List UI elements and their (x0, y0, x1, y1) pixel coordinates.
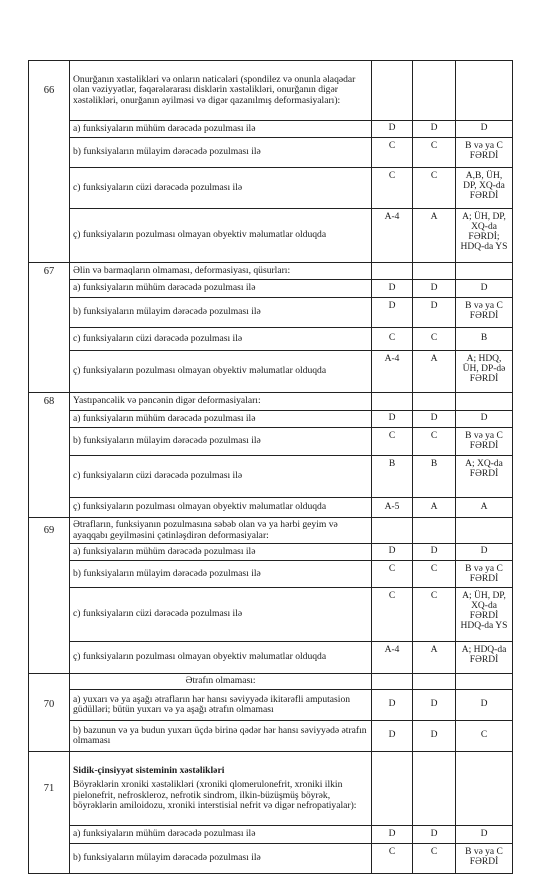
section-heading: Sidik-çinsiyyət sisteminin xəstəlikləri (73, 765, 225, 777)
category-col1: D (372, 826, 413, 844)
criterion-text: a) funksiyaların mühüm dərəcədə pozulması ilə (70, 411, 372, 428)
category-col1: C (372, 588, 413, 642)
number-spacer (29, 428, 70, 456)
number-spacer (29, 298, 70, 328)
category-col1: A-4 (372, 642, 413, 674)
empty-cell (372, 674, 413, 690)
number-spacer (29, 138, 70, 168)
table-row-71 (29, 752, 513, 826)
category-col2: D (413, 121, 456, 138)
category-col2: D (413, 721, 456, 752)
criterion-text: b) funksiyaların mülayim dərəcədə pozulması ilə (70, 298, 372, 328)
criterion-text: ç) funksiyaların pozulması olmayan obyektiv məlumatlar olduqda (70, 209, 372, 263)
table-row-67c (29, 328, 513, 351)
criterion-text: c) funksiyaların cüzi dərəcədə pozulması ilə (70, 456, 372, 498)
table-row-66c (29, 168, 513, 209)
empty-cell (413, 263, 456, 280)
table-row-68d (29, 498, 513, 518)
category-col1: A-5 (372, 498, 413, 518)
category-col3: A (456, 498, 513, 518)
category-col1: D (372, 690, 413, 721)
category-col2: D (413, 826, 456, 844)
empty-cell (413, 393, 456, 411)
table-row-68b (29, 428, 513, 456)
category-col3: B (456, 328, 513, 351)
number-spacer (29, 588, 70, 642)
table-row-67b (29, 298, 513, 328)
category-col3: B və ya C FƏRDİ (456, 844, 513, 874)
category-col1: A-4 (372, 351, 413, 393)
category-col2: C (413, 328, 456, 351)
category-col2: C (413, 168, 456, 209)
category-col1: C (372, 428, 413, 456)
category-col2: C (413, 844, 456, 874)
row-number: 70 (29, 690, 70, 721)
category-col2: C (413, 428, 456, 456)
category-col1: A-4 (372, 209, 413, 263)
number-spacer (29, 674, 70, 690)
table-row-66d (29, 209, 513, 263)
section-heading: Əlin və barmaqların olmaması, deformasiyası, qüsurları: (70, 263, 372, 280)
number-spacer (29, 351, 70, 393)
row-number: 68 (29, 393, 70, 411)
criterion-text: c) funksiyaların cüzi dərəcədə pozulması ilə (70, 328, 372, 351)
table-row-67 (29, 263, 513, 280)
empty-cell (372, 61, 413, 121)
table-row-69c (29, 588, 513, 642)
table-row-70 (29, 690, 513, 721)
number-spacer (29, 844, 70, 874)
section-heading: Ətrafların, funksiyanın pozulmasına səbəb olan və ya hərbi geyim və ayaqqabı geyilməsini çətinləşdirən deformasiyalar: (70, 518, 372, 544)
criterion-text: b) funksiyaların mülayim dərəcədə pozulması ilə (70, 561, 372, 588)
row-number: 71 (29, 752, 70, 826)
category-col1: B (372, 456, 413, 498)
category-col3: D (456, 121, 513, 138)
category-col3: A,B, ÜH, DP, XQ-da FƏRDİ (456, 168, 513, 209)
table-row-68c (29, 456, 513, 498)
category-col1: C (372, 844, 413, 874)
category-col2: A (413, 498, 456, 518)
table-row-71b (29, 844, 513, 874)
table-row-71a (29, 826, 513, 844)
category-col3: D (456, 690, 513, 721)
category-col1: D (372, 721, 413, 752)
category-col2: D (413, 280, 456, 298)
table-row-69d (29, 642, 513, 674)
section-heading: Onurğanın xəstəlikləri və onların nəticələri (spondilez və onunla əlaqədar olan vəziyyətlər, fəqərələrarası disklərin xəstəlikləri, onurğanın digər xəstəlikləri, onurğanın əyilməsi və digər qazanılmış deformasiyaları): (70, 61, 372, 121)
table-row-69a (29, 544, 513, 561)
section-description: Böyrəklərin xroniki xəstəlikləri (xroniki qlomerulonefrit, xroniki ilkin pielonefrit, nefroskleroz, nefrotik sindrom, ilkin-büzüşmüş böyrək, böyrəklərin amiloidozu, xroniki interstisial nefrit və digər nefropatiyalar): (73, 779, 357, 811)
row-number: 69 (29, 518, 70, 544)
category-col1: D (372, 298, 413, 328)
section-block (70, 752, 372, 826)
empty-cell (456, 393, 513, 411)
criterion-text: b) funksiyaların mülayim dərəcədə pozulması ilə (70, 844, 372, 874)
row-number: 67 (29, 263, 70, 280)
empty-cell (372, 752, 413, 826)
table-row-68a (29, 411, 513, 428)
empty-cell (372, 393, 413, 411)
table-row-70b (29, 721, 513, 752)
empty-cell (413, 518, 456, 544)
category-col3: D (456, 544, 513, 561)
number-spacer (29, 561, 70, 588)
table-row-66 (29, 61, 513, 121)
category-col3: B və ya C FƏRDİ (456, 298, 513, 328)
table-row-66a (29, 121, 513, 138)
table-row-69b (29, 561, 513, 588)
category-col2: D (413, 690, 456, 721)
category-col2: A (413, 209, 456, 263)
empty-cell (413, 674, 456, 690)
category-col2: C (413, 138, 456, 168)
number-spacer (29, 544, 70, 561)
criterion-text: ç) funksiyaların pozulması olmayan obyektiv məlumatlar olduqda (70, 498, 372, 518)
category-col3: A; HDQ-da FƏRDİ (456, 642, 513, 674)
number-spacer (29, 642, 70, 674)
section-heading: Yastıpəncəlik və pəncənin digər deformasiyaları: (70, 393, 372, 411)
criterion-text: c) funksiyaların cüzi dərəcədə pozulması ilə (70, 168, 372, 209)
number-spacer (29, 721, 70, 752)
category-col3: B və ya C FƏRDİ (456, 561, 513, 588)
criterion-text: ç) funksiyaların pozulması olmayan obyektiv məlumatlar olduqda (70, 351, 372, 393)
disease-schedule-table (28, 60, 513, 874)
category-col1: D (372, 280, 413, 298)
number-spacer (29, 209, 70, 263)
table-row-67d (29, 351, 513, 393)
criterion-text: b) bazunun və ya budun yuxarı üçdə birinə qədər hər hansı səviyyədə ətrafın olmaması (70, 721, 372, 752)
criterion-text: b) funksiyaların mülayim dərəcədə pozulması ilə (70, 138, 372, 168)
category-col1: C (372, 328, 413, 351)
category-col3: C (456, 721, 513, 752)
category-col1: C (372, 168, 413, 209)
category-col3: A; HDQ, ÜH, DP-də FƏRDİ (456, 351, 513, 393)
category-col3: B və ya C FƏRDİ (456, 138, 513, 168)
empty-cell (372, 518, 413, 544)
empty-cell (413, 61, 456, 121)
table-row-69 (29, 518, 513, 544)
table-row-67a (29, 280, 513, 298)
category-col3: D (456, 280, 513, 298)
category-col2: D (413, 298, 456, 328)
category-col3: D (456, 826, 513, 844)
category-col3: D (456, 411, 513, 428)
empty-cell (413, 752, 456, 826)
category-col2: D (413, 544, 456, 561)
empty-cell (456, 263, 513, 280)
category-col2: C (413, 561, 456, 588)
number-spacer (29, 411, 70, 428)
number-spacer (29, 328, 70, 351)
category-col1: D (372, 121, 413, 138)
category-col3: A; ÜH, DP, XQ-da FƏRDİ HDQ-da YS (456, 588, 513, 642)
category-col1: C (372, 561, 413, 588)
empty-cell (456, 752, 513, 826)
number-spacer (29, 456, 70, 498)
category-col3: B və ya C FƏRDİ (456, 428, 513, 456)
empty-cell (456, 61, 513, 121)
table-row-amputation-header (29, 674, 513, 690)
criterion-text: a) yuxarı və ya aşağı ətrafların hər hansı səviyyədə ikitərəfli amputasion güdülləri; bütün yuxarı və ya aşağı ətrafın olmaması (70, 690, 372, 721)
criterion-text: a) funksiyaların mühüm dərəcədə pozulması ilə (70, 280, 372, 298)
criterion-text: ç) funksiyaların pozulması olmayan obyektiv məlumatlar olduqda (70, 642, 372, 674)
number-spacer (29, 168, 70, 209)
table-row-66b (29, 138, 513, 168)
category-col2: A (413, 642, 456, 674)
criterion-text: a) funksiyaların mühüm dərəcədə pozulması ilə (70, 826, 372, 844)
table-row-68 (29, 393, 513, 411)
category-col1: D (372, 544, 413, 561)
category-col1: C (372, 138, 413, 168)
empty-cell (456, 518, 513, 544)
category-col2: B (413, 456, 456, 498)
number-spacer (29, 498, 70, 518)
row-number: 66 (29, 61, 70, 121)
number-spacer (29, 121, 70, 138)
category-col1: D (372, 411, 413, 428)
number-spacer (29, 280, 70, 298)
category-col2: A (413, 351, 456, 393)
category-col3: A; XQ-da FƏRDİ (456, 456, 513, 498)
criterion-text: c) funksiyaların cüzi dərəcədə pozulması ilə (70, 588, 372, 642)
criterion-text: b) funksiyaların mülayim dərəcədə pozulması ilə (70, 428, 372, 456)
criterion-text: a) funksiyaların mühüm dərəcədə pozulması ilə (70, 544, 372, 561)
number-spacer (29, 826, 70, 844)
category-col3: A; ÜH, DP, XQ-da FƏRDİ; HDQ-da YS (456, 209, 513, 263)
category-col2: D (413, 411, 456, 428)
criterion-text: a) funksiyaların mühüm dərəcədə pozulması ilə (70, 121, 372, 138)
subsection-heading: Ətrafın olmaması: (70, 674, 372, 690)
category-col2: C (413, 588, 456, 642)
empty-cell (456, 674, 513, 690)
empty-cell (372, 263, 413, 280)
